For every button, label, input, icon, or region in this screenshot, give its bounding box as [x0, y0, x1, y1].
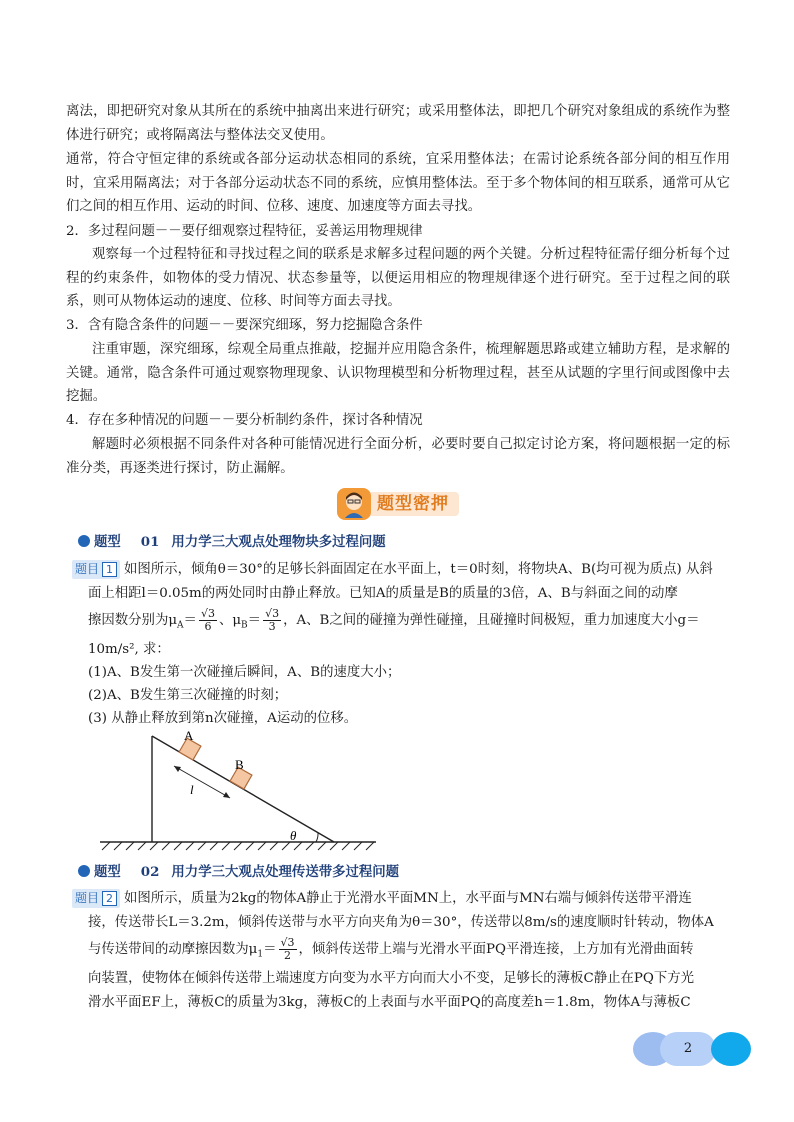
- type-title: 用力学三大观点处理传送带多过程问题: [171, 864, 400, 880]
- heading-4: 4．存在多种情况的问题－－要分析制约条件，探讨各种情况: [66, 413, 423, 428]
- fraction: $\frac{√3}{2}$: [280, 936, 295, 962]
- question-2-line-4: 向装置，使物体在倾斜传送带上端速度方向变为水平方向而大小不变，足够长的薄板C静止在PQ下方光: [88, 971, 695, 986]
- question-1-line-3: 擦因数分别为$\mu_A=$ $\frac{√3}{6}$ 、$\mu_B=$ $\frac{√3}{3}$ ，A、B之间的碰撞为弹性碰撞，且碰撞时间极短，重力加速度大小g＝: [88, 607, 700, 633]
- question-tag: 题目 2: [72, 889, 120, 908]
- paragraph-5: 解题时必须根据不同条件对各种可能情况进行全面分析，必要时要自己拟定讨论方案，将问题根据一定的标准分类，再逐类进行探讨，防止漏解。: [66, 437, 730, 476]
- paragraph-1: 离法，即把研究对象从其所在的系统中抽离出来进行研究；或采用整体法，即把几个研究对象组成的系统作为整体进行研究；或将隔离法与整体法交叉使用。: [66, 104, 730, 143]
- subquestion-2: (2)A、B发生第三次碰撞的时刻；: [88, 688, 288, 703]
- teacher-avatar-icon: [337, 488, 371, 520]
- label-b: B: [235, 757, 244, 772]
- label-l: l: [190, 782, 194, 797]
- question-1-line-1: 题目 1 如图所示，倾角θ＝30°的足够长斜面固定在水平面上，t＝0时刻，将物块A、B(均可视为质点) 从斜: [72, 558, 713, 582]
- type-heading-01: [78, 532, 386, 552]
- type-title: 用力学三大观点处理物块多过程问题: [171, 534, 386, 550]
- type-number: 01: [140, 534, 160, 550]
- paragraph-3: 观察每一个过程特征和寻找过程之间的联系是求解多过程问题的两个关键。分析过程特征需仔细分析每个过程的约束条件，如物体的受力情况、状态参量等，以便运用相应的物理规律逐个进行研究。至于过程之间的联系，则可从物体运动的速度、位移、时间等方面去寻找。: [66, 247, 730, 310]
- type-heading-02: [78, 862, 399, 882]
- banner-title: 题型密押: [377, 494, 449, 514]
- heading-3: 3．含有隐含条件的问题－－要深究细琢，努力挖掘隐含条件: [66, 318, 423, 333]
- type-label: 题型: [94, 864, 121, 880]
- type-label: 题型: [94, 534, 121, 550]
- fraction: $\frac{√3}{3}$: [265, 607, 280, 633]
- footer-circle-right: [711, 1032, 751, 1066]
- fraction: $\frac{√3}{6}$: [200, 607, 215, 633]
- question-2-line-3: 与传送带间的动摩擦因数为$\mu_1=$ $\frac{√3}{2}$ ，倾斜传送带上端与光滑水平面PQ平滑连接，上方加有光滑曲面转: [88, 936, 694, 962]
- bullet-icon: [78, 535, 90, 547]
- paragraph-2: 通常，符合守恒定律的系统或各部分运动状态相同的系统，宜采用整体法；在需讨论系统各部分间的相互作用时，宜采用隔离法；对于各部分运动状态不同的系统，应慎用整体法。至于多个物体间的相互联系，通常可从它们之间的相互作用、运动的时间、位移、速度、加速度等方面去寻找。: [66, 152, 730, 215]
- subquestion-1: (1)A、B发生第一次碰撞后瞬间，A、B的速度大小；: [88, 665, 401, 680]
- question-tag: 题目 1: [72, 560, 120, 579]
- label-a: A: [184, 730, 194, 743]
- question-1-line-4: 10m/s², 求：: [88, 642, 170, 657]
- question-2-line-1: 题目 2 如图所示，质量为2kg的物体A静止于光滑水平面MN上，水平面与MN右端与倾斜传送带平滑连: [72, 887, 692, 911]
- heading-2: 2．多过程问题－－要仔细观察过程特征，妥善运用物理规律: [66, 224, 423, 239]
- question-2-line-2: 接，传送带长L＝3.2m，倾斜传送带与水平方向夹角为θ＝30°，传送带以8m/s的速度顺时针转动，物体A: [88, 915, 714, 930]
- bullet-icon: [78, 865, 90, 877]
- type-number: 02: [140, 864, 160, 880]
- subquestion-3: (3) 从静止释放到第n次碰撞，A运动的位移。: [88, 711, 358, 726]
- page-number: 2: [683, 1041, 693, 1056]
- section-banner: [337, 488, 461, 518]
- question-2-line-5: 滑水平面EF上，薄板C的质量为3kg，薄板C的上表面与水平面PQ的高度差h＝1.8m，物体A与薄板C: [88, 995, 691, 1010]
- label-theta: θ: [290, 828, 297, 843]
- question-1-line-2: 面上相距l＝0.05m的两处同时由静止释放。已知A的质量是B的质量的3倍，A、B与斜面之间的动摩: [88, 586, 678, 601]
- paragraph-4: 注重审题，深究细琢，综观全局重点推敲，挖掘并应用隐含条件，梳理解题思路或建立辅助方程，是求解的关键。通常，隐含条件可通过观察物理现象、认识物理模型和分析物理过程，甚至从试题的字里行间或图像中去挖掘。: [66, 342, 730, 405]
- incline-figure: [90, 730, 380, 852]
